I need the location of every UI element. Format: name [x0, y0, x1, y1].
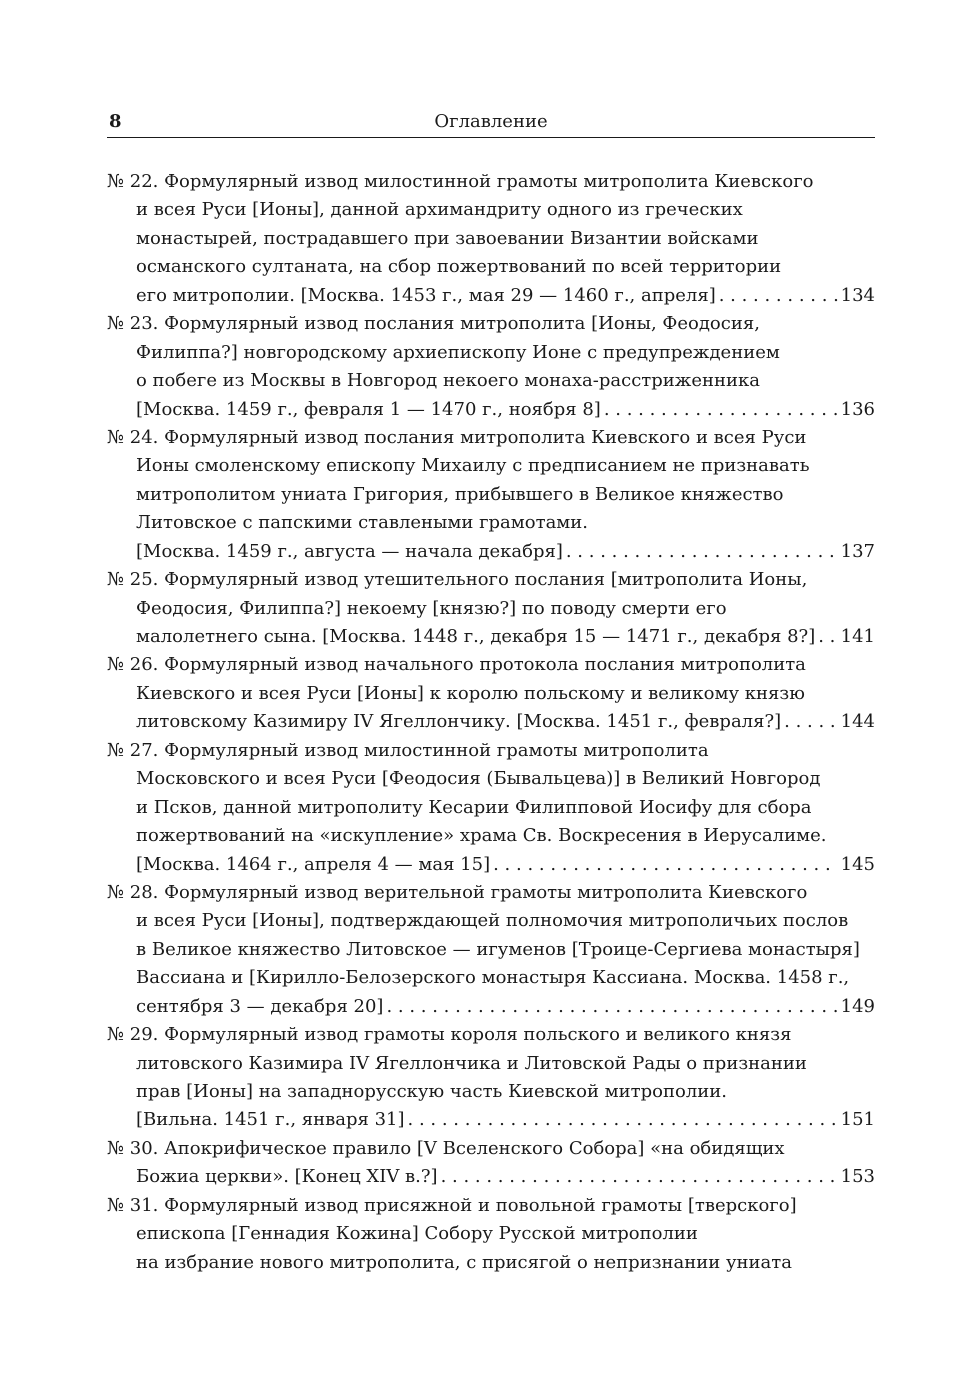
toc-entry[interactable] [107, 168, 875, 310]
dot-leader [441, 1163, 838, 1191]
entry-page-number[interactable]: 137 [840, 540, 875, 562]
toc-entry[interactable] [107, 737, 875, 879]
entry-text-line: Вассиана и [Кирилло-Белозерского монастыря Кассиана. Москва. 1458 г., [136, 967, 850, 989]
entry-page-number[interactable]: 141 [840, 626, 875, 647]
entry-last-line [107, 623, 875, 651]
entry-page-number[interactable]: 134 [840, 284, 875, 306]
entry-date-text: [Москва. 1459 г., февраля 1 — 1470 г., ноября 8] [136, 398, 601, 420]
entry-page-number[interactable]: 145 [840, 853, 875, 875]
running-title: Оглавление [434, 111, 548, 132]
dot-leader [566, 538, 838, 566]
entry-last-line [107, 708, 875, 736]
entry-heading-line: № 22. Формулярный извод милостинной грамоты митрополита Киевского [107, 171, 814, 192]
entry-heading-line: № 26. Формулярный извод начального протокола послания митрополита [107, 654, 806, 676]
entry-page-number[interactable]: 136 [840, 398, 875, 420]
dot-leader [784, 708, 838, 736]
entry-date-text: [Москва. 1459 г., августа — начала декабря] [136, 540, 563, 562]
entry-text-line: Ионы смоленскому епископу Михаилу с предписанием не признавать [136, 455, 810, 477]
toc-entry[interactable] [107, 566, 875, 651]
entry-heading-line: № 24. Формулярный извод послания митрополита Киевского и всея Руси [107, 426, 807, 448]
entry-last-line [107, 851, 875, 879]
toc-entry[interactable] [107, 879, 875, 1021]
entry-page-number[interactable]: 153 [840, 1166, 875, 1188]
entry-last-line [107, 1106, 875, 1134]
entry-text-line: и всея Руси [Ионы], данной архимандриту одного из греческих [136, 199, 743, 221]
toc-entry[interactable] [107, 1021, 875, 1135]
entry-text-line: на избрание нового митрополита, с присягой о непризнании униата [136, 1251, 792, 1273]
dot-leader [719, 282, 838, 310]
entry-text-line: монастырей, пострадавшего при завоевании Византии войсками [136, 227, 759, 249]
page-header [107, 111, 875, 138]
entry-last-line [107, 993, 875, 1021]
page-number: 8 [109, 111, 122, 132]
toc-entry[interactable] [107, 651, 875, 736]
entry-date-text: его митрополии. [Москва. 1453 г., мая 29 — 1460 г., апреля] [136, 284, 716, 306]
entry-heading-line: № 27. Формулярный извод милостинной грамоты митрополита [107, 739, 709, 761]
entry-text-line: епископа [Геннадия Кожина] Собору Русской митрополии [136, 1223, 698, 1245]
entry-text-line: османского султаната, на сбор пожертвований по всей территории [136, 256, 782, 278]
entry-text-line: прав [Ионы] на западнорусскую часть Киевской митрополии. [136, 1081, 727, 1102]
entry-page-number[interactable]: 149 [840, 995, 875, 1017]
entry-heading-line: № 31. Формулярный извод присяжной и повольной грамоты [тверского] [107, 1194, 797, 1216]
entry-heading-line: № 29. Формулярный извод грамоты короля польского и великого князя [107, 1024, 792, 1046]
entry-heading-line: № 25. Формулярный извод утешительного послания [митрополита Ионы, [107, 569, 808, 591]
dot-leader [408, 1106, 838, 1134]
entry-text-line: литовского Казимира IV Ягеллончика и Литовской Рады о признании [136, 1052, 807, 1074]
entry-date-text: [Вильна. 1451 г., января 31] [136, 1109, 405, 1131]
entry-text-line: и Псков, данной митрополиту Кесарии Филипповой Иосифу для сбора [136, 796, 812, 818]
entry-date-text: литовскому Казимиру IV Ягеллончику. [Москва. 1451 г., февраля?] [136, 711, 782, 733]
entry-date-text: сентября 3 — декабря 20] [136, 995, 384, 1017]
dot-leader [818, 623, 837, 651]
entry-page-number[interactable]: 151 [840, 1109, 875, 1131]
entry-heading-line: № 23. Формулярный извод послания митрополита [Ионы, Феодосия, [107, 313, 760, 335]
entry-text-line: пожертвований на «искупление» храма Св. Воскресения в Иерусалиме. [136, 825, 827, 847]
entry-heading-line: № 30. Апокрифическое правило [V Вселенского Собора] «на обидящих [107, 1137, 785, 1159]
entry-date-text: Божиа церкви». [Конец XIV в.?] [136, 1166, 438, 1188]
dot-leader [604, 396, 838, 424]
entry-text-line: Киевского и всея Руси [Ионы] к королю польскому и великому князю [136, 682, 805, 704]
entry-text-line: Филиппа?] новгородскому архиепископу Ионе с предупреждением [136, 341, 780, 363]
dot-leader [386, 993, 837, 1021]
entry-last-line [107, 538, 875, 566]
toc-entry[interactable] [107, 310, 875, 424]
entry-text-line: и всея Руси [Ионы], подтверждающей полномочия митрополичьих послов [136, 910, 849, 932]
entry-page-number[interactable]: 144 [840, 711, 875, 733]
entry-text-line: митрополитом униата Григория, прибывшего в Великое княжество [136, 483, 784, 505]
entry-date-text: малолетнего сына. [Москва. 1448 г., декабря 15 — 1471 г., декабря 8?] [136, 626, 816, 647]
dot-leader [493, 851, 838, 879]
entry-text-line: Литовское с папскими ставлеными грамотами. [136, 512, 589, 534]
entry-date-text: [Москва. 1464 г., апреля 4 — мая 15] [136, 853, 491, 875]
toc-entry[interactable] [107, 1135, 875, 1192]
entry-last-line [107, 1163, 875, 1191]
toc-entry[interactable] [107, 1192, 875, 1277]
table-of-contents [107, 168, 875, 1277]
entry-last-line [107, 396, 875, 424]
entry-text-line: Московского и всея Руси [Феодосия (Бывальцева)] в Великий Новгород [136, 768, 821, 790]
entry-last-line [107, 282, 875, 310]
entry-text-line: о побеге из Москвы в Новгород некоего монаха-расстриженника [136, 370, 760, 392]
entry-text-line: в Великое княжество Литовское — игуменов [Троице-Сергиева монастыря] [136, 938, 860, 960]
entry-text-line: Феодосия, Филиппа?] некоему [князю?] по поводу смерти его [136, 597, 727, 619]
toc-entry[interactable] [107, 424, 875, 566]
entry-heading-line: № 28. Формулярный извод верительной грамоты митрополита Киевского [107, 881, 808, 903]
